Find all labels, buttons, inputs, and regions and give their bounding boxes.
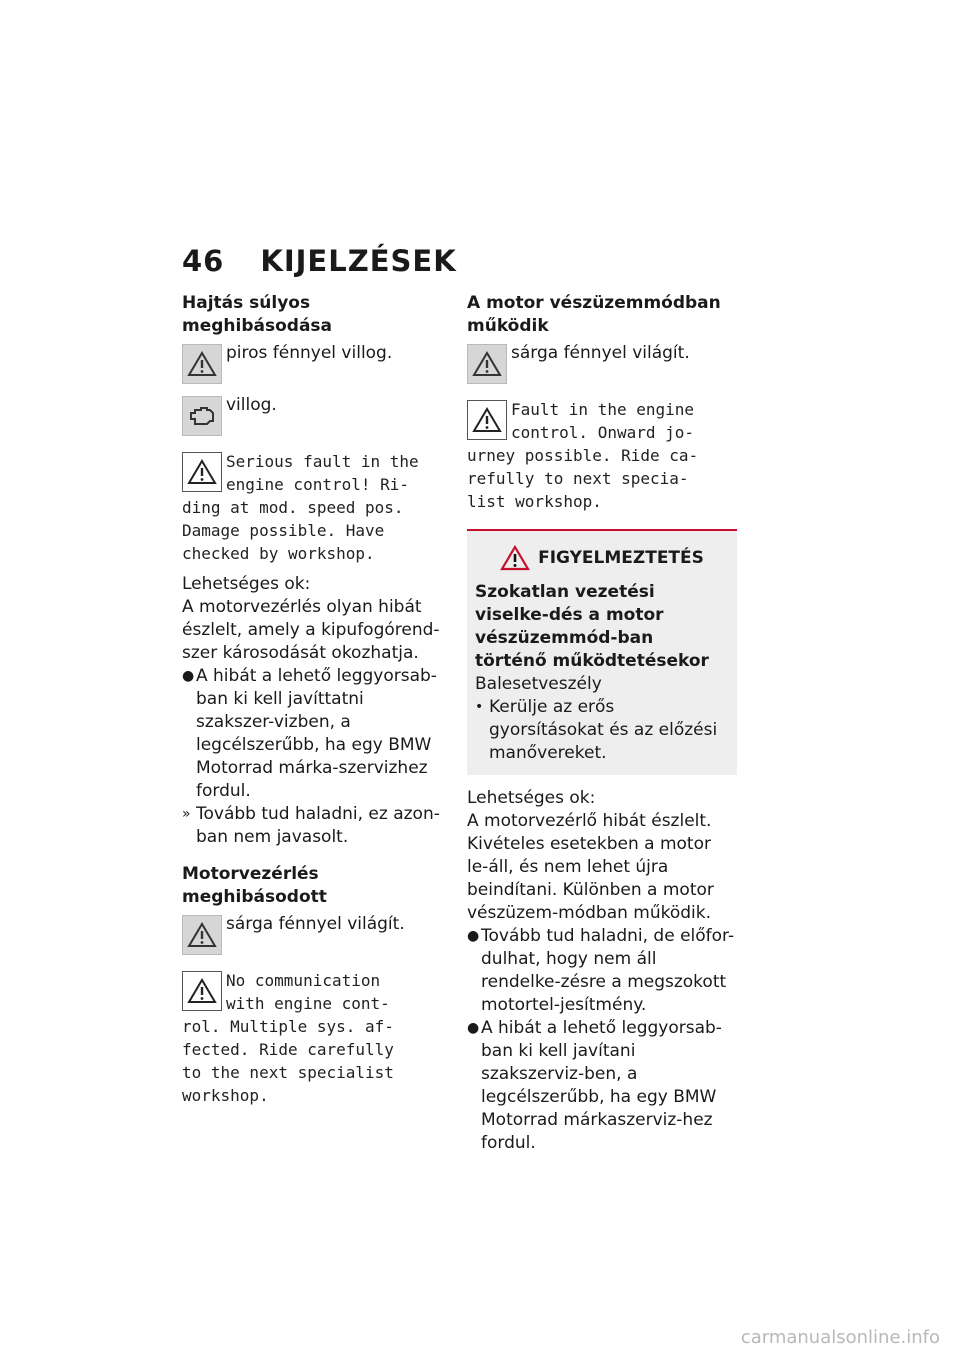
right-column [467, 292, 737, 1155]
indicator-row-warning [182, 342, 444, 384]
message-line: fected. Ride carefully [182, 1040, 394, 1059]
bullet-icon: ● [467, 928, 480, 944]
list-item: • Kerülje az erős gyorsításokat és az előzési manővereket. [475, 697, 718, 763]
message-line: refully to next specia- [467, 469, 689, 488]
list-item: » Tovább tud haladni, ez azon-ban nem javasolt. [182, 804, 440, 847]
message-line: Serious fault in the [226, 452, 419, 471]
bullet-icon: • [475, 699, 484, 715]
message-line: Fault in the engine [511, 400, 695, 419]
message-line: list workshop. [467, 492, 602, 511]
warning-triangle-icon [182, 915, 222, 955]
indicator-row-warning [182, 913, 444, 955]
bullet-icon: ● [182, 668, 195, 684]
message-line: engine control! Ri- [226, 475, 410, 494]
page-title [182, 244, 457, 278]
message-line: urney possible. Ride ca- [467, 446, 699, 465]
indicator-row-warning [467, 342, 737, 384]
display-message [182, 969, 444, 1107]
engine-icon [182, 396, 222, 436]
indicator-text: villog. [226, 395, 277, 415]
message-line: checked by workshop. [182, 544, 375, 563]
page-number: 46 [182, 244, 225, 278]
warning-subtitle: Balesetveszély [475, 674, 602, 694]
warning-box [467, 531, 737, 775]
message-line: Damage possible. Have [182, 521, 385, 540]
indicator-text: piros fénnyel villog. [226, 343, 393, 363]
warning-triangle-icon [182, 971, 222, 1011]
warning-triangle-icon [182, 344, 222, 384]
indicator-row-engine [182, 394, 444, 436]
warning-triangle-icon [182, 452, 222, 492]
message-line: workshop. [182, 1086, 269, 1105]
watermark: carmanualsonline.info [740, 1327, 940, 1348]
indicator-text: sárga fénnyel világít. [511, 343, 690, 363]
section-heading-severe-fault: Hajtás súlyos meghibásodása [182, 293, 333, 336]
cause-text: A motorvezérlő hibát észlelt. Kivételes esetekben a motor le-áll, és nem lehet újra beindítani. Különben a motor vészüzem-módban működik. [467, 811, 714, 923]
section-heading-limp-mode: A motor vészüzemmódban működik [467, 293, 721, 336]
warning-bold-text: Szokatlan vezetési viselke-dés a motor vészüzemmód-ban történő működtetésekor [475, 582, 709, 671]
warning-triangle-icon [500, 545, 530, 571]
list-item: ● A hibát a lehető leggyorsab-ban ki kell javítani szakszerviz-ben, a legcélszerűbb, ha egy BMW Motorrad márkaszerviz-hez fordul. [467, 1018, 722, 1153]
warning-title: FIGYELMEZTETÉS [475, 545, 729, 571]
message-line: control. Onward jo- [511, 423, 695, 442]
section-heading-engine-control-fault: Motorvezérlés meghibásodott [182, 864, 327, 907]
warning-triangle-icon [467, 344, 507, 384]
left-column [182, 292, 444, 1107]
warning-triangle-icon [467, 400, 507, 440]
page-heading: KIJELZÉSEK [260, 244, 457, 278]
list-item: ● A hibát a lehető leggyorsab-ban ki kell javíttatni szakszer-vizben, a legcélszerűbb, ha egy BMW Motorrad márka-szervizhez fordul. [182, 666, 437, 801]
message-line: ding at mod. speed pos. [182, 498, 404, 517]
message-line: to the next specialist [182, 1063, 394, 1082]
display-message [467, 398, 737, 513]
message-line: rol. Multiple sys. af- [182, 1017, 394, 1036]
arrow-icon: » [182, 806, 191, 822]
list-item: ● Tovább tud haladni, de előfor-dulhat, hogy nem áll rendelke-zésre a megszokott motortel-jesítmény. [467, 926, 735, 1015]
cause-label: Lehetséges ok: [467, 788, 596, 808]
bullet-icon: ● [467, 1020, 480, 1036]
message-line: No communication [226, 971, 381, 990]
indicator-text: sárga fénnyel világít. [226, 914, 405, 934]
cause-label: Lehetséges ok: [182, 574, 311, 594]
display-message [182, 450, 444, 565]
cause-text: A motorvezérlés olyan hibát észlelt, amely a kipufogórend-szer károsodását okozhatja. [182, 597, 440, 663]
message-line: with engine cont- [226, 994, 390, 1013]
